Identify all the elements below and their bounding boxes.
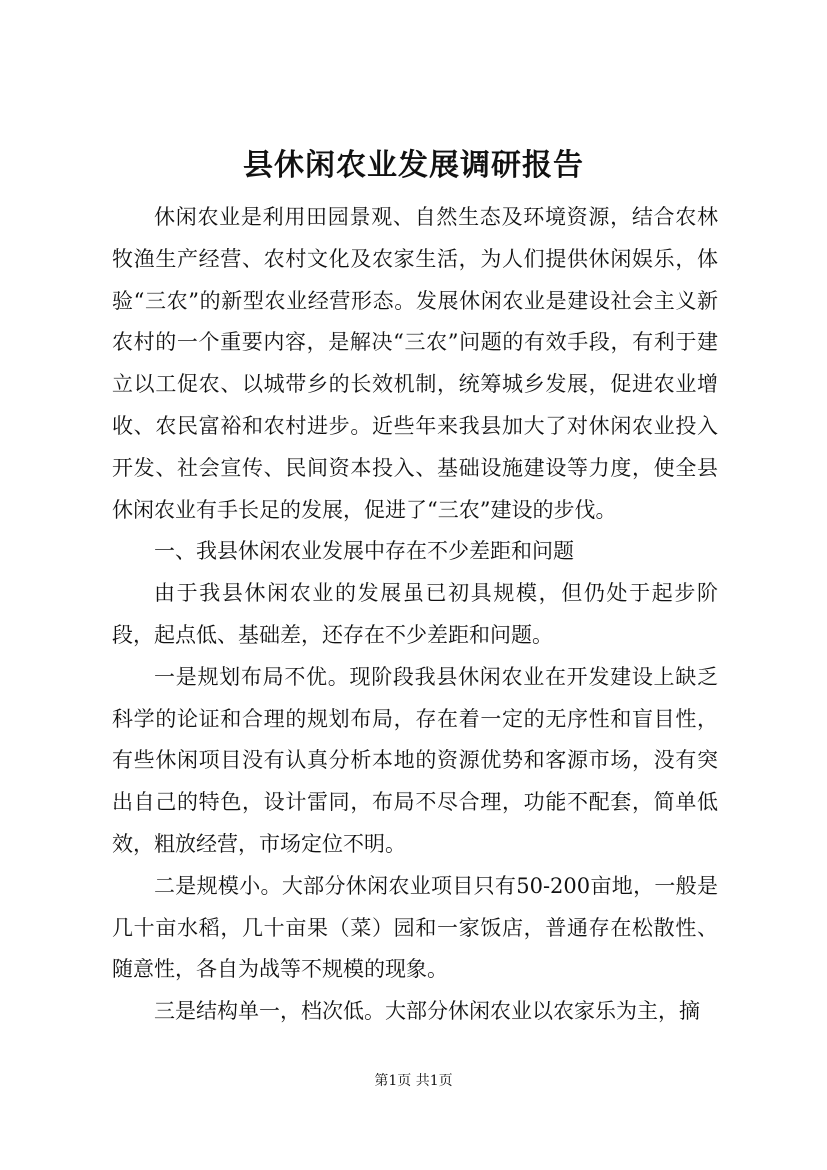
page-title: 县休闲农业发展调研报告 (243, 148, 584, 183)
document-body (112, 197, 718, 1033)
paragraph-point-three: 三是结构单一，档次低。大部分休闲农业以农家乐为主，摘 (154, 999, 700, 1024)
paragraph-intro: 休闲农业是利用田园景观、自然生态及环境资源，结合农林牧渔生产经营、农村文化及农家生活，为人们提供休闲娱乐，体验“三农”的新型农业经营形态。发展休闲农业是建设社会主义新农村的一个重要内容，是解决“三农”问题的有效手段，有利于建立以工促农、以城带乡的长效机制，统筹城乡发展，促进农业增收、农民富裕和农村进步。近些年来我县加大了对休闲农业投入开发、社会宣传、民间资本投入、基础设施建设等力度，使全县休闲农业有手长足的发展，促进了“三农”建设的步伐。 (112, 205, 718, 522)
paragraph-point-one: 一是规划布局不优。现阶段我县休闲农业在开发建设上缺乏科学的论证和合理的规划布局，存在着一定的无序性和盲目性，有些休闲项目没有认真分析本地的资源优势和客源市场，没有突出自己的特色，设计雷同，布局不尽合理，功能不配套，简单低效，粗放经营，市场定位不明。 (112, 664, 718, 856)
page-number-footer: 第1页 共1页 (374, 1073, 453, 1089)
section-heading: 一、我县休闲农业发展中存在不少差距和问题 (154, 539, 574, 564)
paragraph-overview: 由于我县休闲农业的发展虽已初具规模，但仍处于起步阶段，起点低、基础差，还存在不少差距和问题。 (112, 581, 718, 647)
paragraph-point-two: 二是规模小。大部分休闲农业项目只有50-200亩地，一般是几十亩水稻，几十亩果（菜）园和一家饭店，普通存在松散性、随意性，各自为战等不规模的现象。 (112, 873, 718, 982)
